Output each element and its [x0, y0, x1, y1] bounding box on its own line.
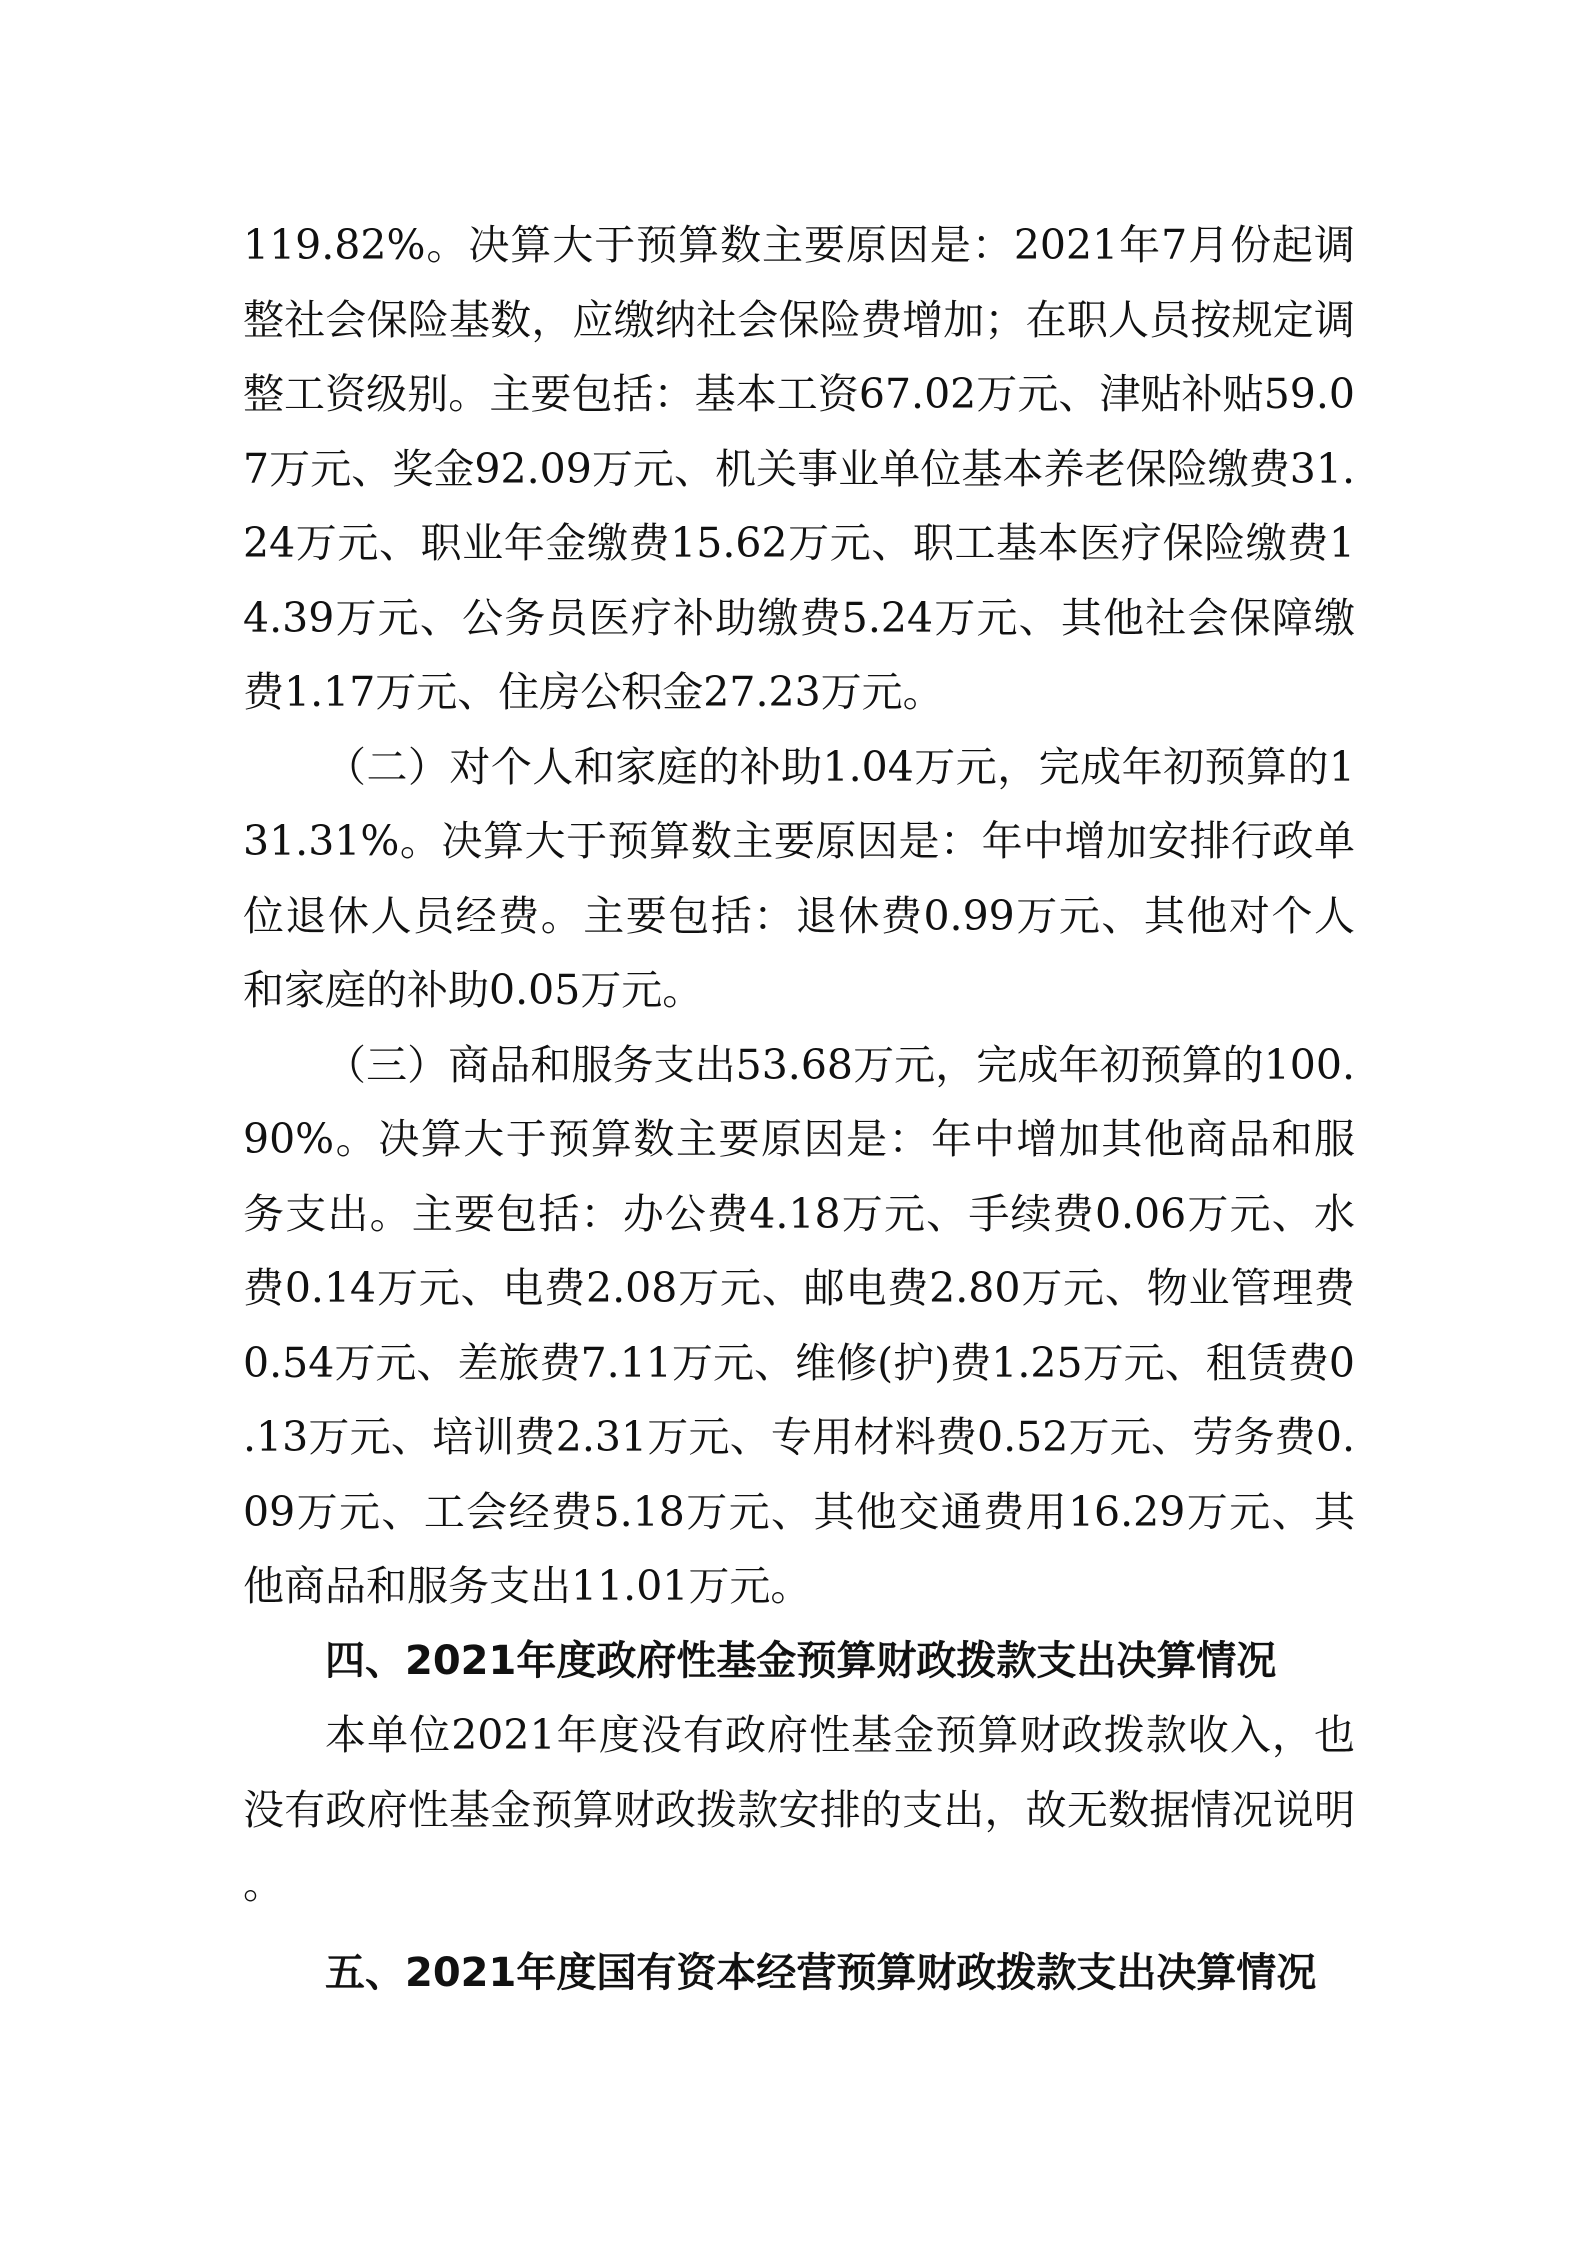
- paragraph-household-subsidy: （二）对个人和家庭的补助1.04万元，完成年初预算的131.31%。决算大于预算数主要原因是：年中增加安排行政单位退休人员经费。主要包括：退休费0.99万元、其他对个人和家庭的补助0.05万元。: [243, 742, 1355, 1014]
- paragraph-personnel-expenditure: 119.82%。决算大于预算数主要原因是：2021年7月份起调整社会保险基数，应缴纳社会保险费增加；在职人员按规定调整工资级别。主要包括：基本工资67.02万元、津贴补贴59.07万元、奖金92.09万元、机关事业单位基本养老保险缴费31.24万元、职业年金缴费15.62万元、职工基本医疗保险缴费14.39万元、公务员医疗补助缴费5.24万元、其他社会保障缴费1.17万元、住房公积金27.23万元。: [243, 221, 1355, 716]
- paragraph-goods-services: （三）商品和服务支出53.68万元，完成年初预算的100.90%。决算大于预算数主要原因是：年中增加其他商品和服务支出。主要包括：办公费4.18万元、手续费0.06万元、水费0.14万元、电费2.08万元、邮电费2.80万元、物业管理费0.54万元、差旅费7.11万元、维修(护)费1.25万元、租赁费0.13万元、培训费2.31万元、专用材料费0.52万元、劳务费0.09万元、工会经费5.18万元、其他交通费用16.29万元、其他商品和服务支出11.01万元。: [243, 1040, 1355, 1610]
- section-heading-government-fund: 四、2021年度政府性基金预算财政拨款支出决算情况: [325, 1637, 1277, 1684]
- section-heading-state-capital: 五、2021年度国有资本经营预算财政拨款支出决算情况: [325, 1949, 1317, 1996]
- document-body: [243, 208, 1355, 2010]
- paragraph-government-fund: 本单位2021年度没有政府性基金预算财政拨款收入，也没有政府性基金预算财政拨款安排的支出，故无数据情况说明。: [243, 1711, 1355, 1908]
